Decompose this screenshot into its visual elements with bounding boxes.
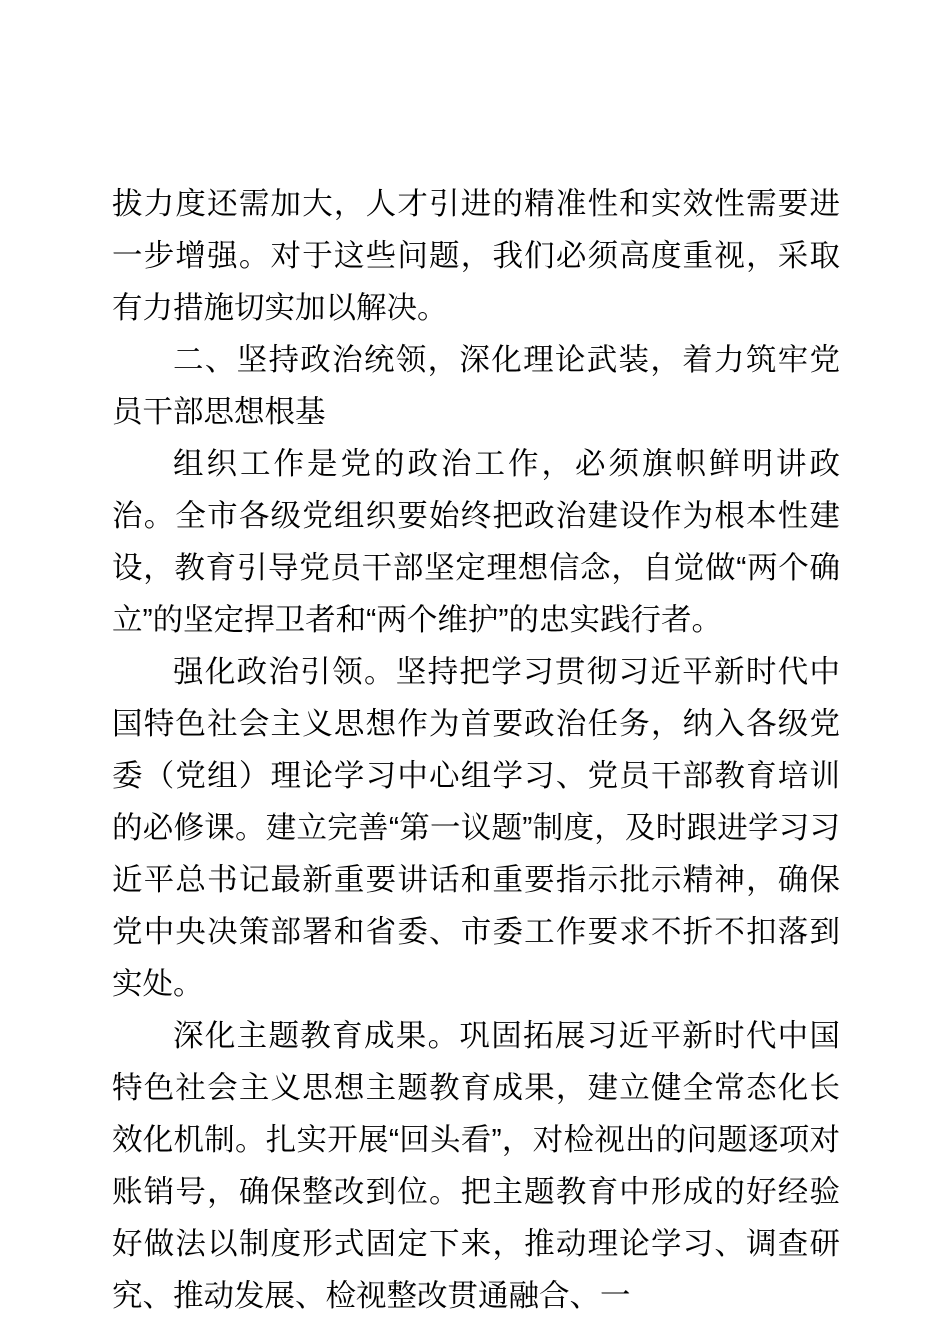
paragraph-deepen-thematic-education: 深化主题教育成果。巩固拓展习近平新时代中国特色社会主义思想主题教育成果，建立健全常态化长效化机制。扎实开展“回头看”，对检视出的问题逐项对账销号，确保整改到位。把主题教育中形成的好经验好做法以制度形式固定下来，推动理论学习、调查研究、推动发展、检视整改贯通融合、一 bbox=[112, 1019, 840, 1313]
document-body bbox=[112, 178, 840, 1322]
paragraph-continuation: 拔力度还需加大，人才引进的精准性和实效性需要进一步增强。对于这些问题，我们必须高度重视，采取有力措施切实加以解决。 bbox=[112, 187, 840, 325]
paragraph-organization-work: 组织工作是党的政治工作，必须旗帜鲜明讲政治。全市各级党组织要始终把政治建设作为根本性建设，教育引导党员干部坚定理想信念，自觉做“两个确立”的坚定捍卫者和“两个维护”的忠实践行者。 bbox=[112, 447, 840, 637]
heading-section-two: 二、坚持政治统领，深化理论武装，着力筑牢党员干部思想根基 bbox=[112, 343, 840, 429]
paragraph-strengthen-political-guidance: 强化政治引领。坚持把学习贯彻习近平新时代中国特色社会主义思想作为首要政治任务，纳入各级党委（党组）理论学习中心组学习、党员干部教育培训的必修课。建立完善“第一议题”制度，及时跟进学习习近平总书记最新重要讲话和重要指示批示精神，确保党中央决策部署和省委、市委工作要求不折不扣落到实处。 bbox=[112, 655, 840, 1001]
